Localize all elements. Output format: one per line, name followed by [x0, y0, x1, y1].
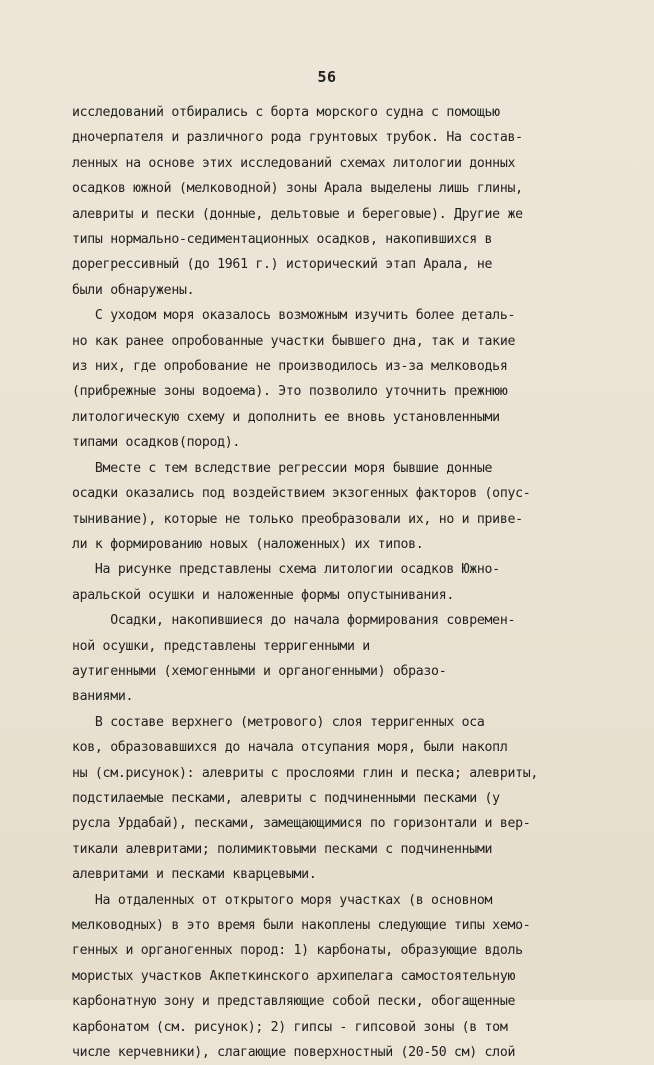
text-line: (прибрежные зоны водоема). Это позволило уточнить прежнюю — [72, 384, 508, 400]
text-line: числе керчевники), слагающие поверхностный (20-50 см) слой — [72, 1045, 516, 1061]
text-line: карбонатную зону и представляющие собой пески, обогащенные — [72, 994, 516, 1010]
text-line: ленных на основе этих исследований схемах литологии донных — [72, 155, 516, 171]
text-line: тикали алевритами; полимиктовыми песками с подчиненными — [72, 841, 493, 857]
text-line: аральской осушки и наложенные формы опустынивания. — [72, 587, 454, 603]
text-line: осадков южной (мелководной) зоны Арала выделены лишь глины, — [72, 181, 523, 197]
text-line: ной осушки, представлены терригенными и — [72, 638, 370, 654]
text-line: В составе верхнего (метрового) слоя терригенных оса — [72, 714, 485, 730]
text-line: литологическую схему и дополнить ее вновь установленными — [72, 409, 500, 425]
text-line: генных и органогенных пород: 1) карбонаты, образующие вдоль — [72, 943, 523, 959]
text-line: аутигенными (хемогенными и органогенными) образо- — [72, 663, 447, 679]
text-line: На рисунке представлены схема литологии осадков Южно- — [72, 562, 500, 578]
text-line: исследований отбирались с борта морского судна с помощью — [72, 105, 500, 120]
text-line: дночерпателя и различного рода грунтовых трубок. На состав- — [72, 130, 523, 146]
text-line: ли к формированию новых (наложенных) их типов. — [72, 536, 424, 552]
text-line: типами осадков(пород). — [72, 435, 241, 451]
body-text — [72, 100, 612, 1065]
text-line: ваниями. — [72, 689, 134, 705]
text-line: русла Урдабай), песками, замещающимися по горизонтали и вер- — [72, 816, 531, 832]
text-line: На отдаленных от открытого моря участках (в основном — [72, 892, 493, 908]
text-line: подстилаемые песками, алевриты с подчиненными песками (у — [72, 790, 500, 806]
text-line: ны (см.рисунок): алевриты с прослоями глин и песка; алевриты, — [72, 765, 539, 781]
text-line: из них, где опробование не производилось из-за мелководья — [72, 359, 508, 375]
text-line: осадки оказались под воздействием экзогенных факторов (опус- — [72, 486, 531, 502]
text-line: Вместе с тем вследствие регрессии моря бывшие донные — [72, 460, 493, 476]
text-line: тынивание), которые не только преобразовали их, но и приве- — [72, 511, 523, 527]
text-line: карбонатом (см. рисунок); 2) гипсы - гипсовой зоны (в том — [72, 1019, 508, 1035]
text-line: дорегрессивный (до 1961 г.) исторический этап Арала, не — [72, 257, 493, 273]
text-line: алевриты и пески (донные, дельтовые и береговые). Другие же — [72, 206, 523, 222]
page-number: 56 — [317, 68, 337, 86]
text-line: мелководных) в это время были накоплены следующие типы хемо- — [72, 918, 531, 933]
text-line: Осадки, накопившиеся до начала формирования современ- — [72, 613, 516, 629]
text-line: С уходом моря оказалось возможным изучить более деталь- — [72, 308, 516, 324]
text-line: но как ранее опробованные участки бывшего дна, так и такие — [72, 333, 516, 349]
text-line: были обнаружены. — [72, 282, 195, 298]
text-line: типы нормально-седиментационных осадков, накопившихся в — [72, 232, 493, 248]
text-line: алевритами и песками кварцевыми. — [72, 867, 317, 883]
text-line: ков, образовавшихся до начала отсупания моря, были накопл — [72, 740, 508, 756]
text-line: мористых участков Акпеткинского архипелага самостоятельную — [72, 968, 516, 984]
